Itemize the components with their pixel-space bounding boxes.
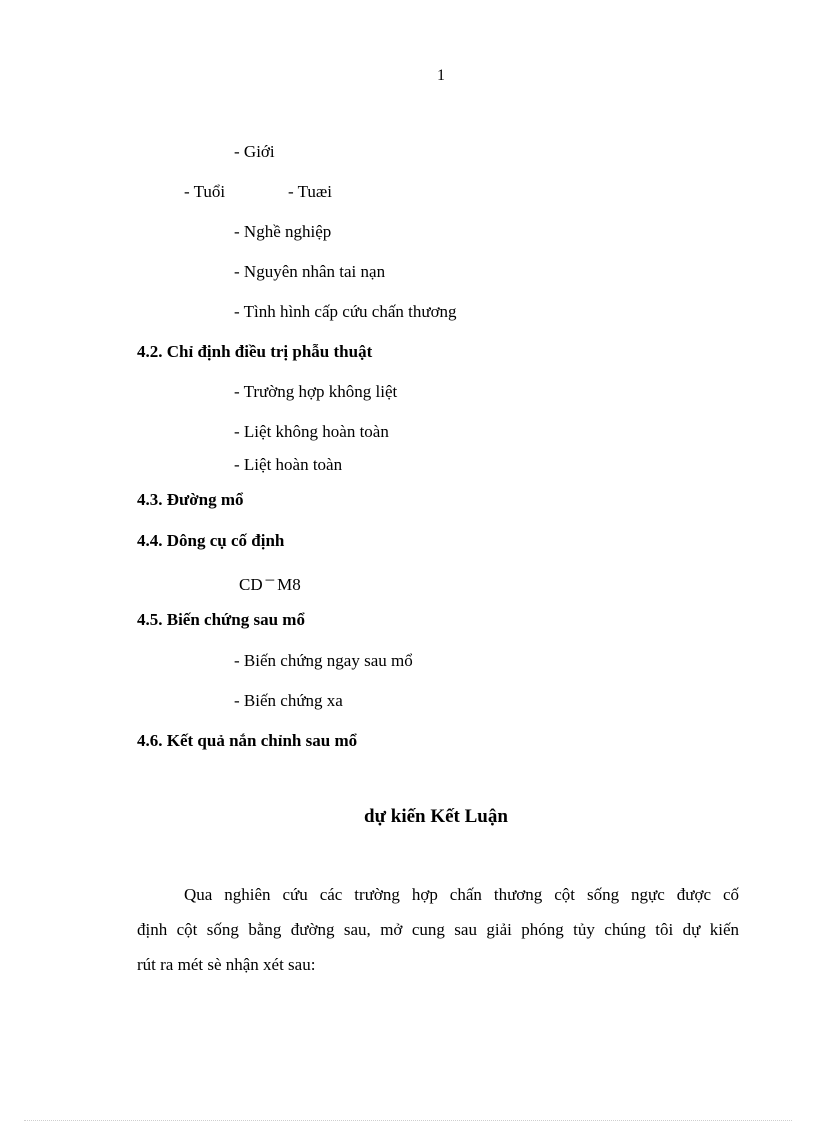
list-item-complete-paralysis: - Liệt hoàn toàn (234, 455, 343, 474)
conclusion-title: dự kiến Kết Luận (364, 806, 508, 827)
list-item-accident-cause: - Nguyên nhân tai nạn (234, 262, 386, 281)
section-heading-4-5: 4.5. Biến chứng sau mổ (137, 610, 305, 629)
page-bottom-divider (24, 1120, 792, 1121)
device-code-right: M8 (277, 575, 301, 594)
list-item-gender: - Giới (234, 142, 275, 161)
conclusion-paragraph-line-2: định cột sống bằng đường sau, mở cung sau giải phóng tủy chúng tôi dự kiến (137, 920, 739, 939)
list-item-age: - Tuổi (184, 182, 226, 201)
device-dash: – (265, 569, 275, 588)
list-item-early-complication: - Biến chứng ngay sau mổ (234, 651, 413, 670)
device-code-left: CD (239, 575, 263, 594)
section-heading-4-4: 4.4. Dông cụ cố định (137, 531, 285, 550)
list-item-age-garbled: - Tuæi (288, 182, 332, 201)
section-heading-4-2: 4.2. Chỉ định điều trị phẫu thuật (137, 342, 373, 361)
conclusion-paragraph-line-3: rút ra mét sè nhận xét sau: (137, 955, 316, 974)
section-heading-4-3: 4.3. Đường mổ (137, 490, 244, 509)
list-item-partial-paralysis: - Liệt không hoàn toàn (234, 422, 389, 441)
list-item-late-complication: - Biến chứng xa (234, 691, 343, 710)
list-item-occupation: - Nghề nghiệp (234, 222, 332, 241)
conclusion-paragraph-line-1: Qua nghiên cứu các trường hợp chấn thương cột sống ngực được cố (184, 885, 739, 904)
fixation-device-label (239, 569, 301, 595)
page-number: 1 (437, 67, 445, 84)
list-item-no-paralysis: - Trường hợp không liệt (234, 382, 398, 401)
section-heading-4-6: 4.6. Kết quả nắn chỉnh sau mổ (137, 731, 358, 750)
list-item-emergency-status: - Tình hình cấp cứu chấn thương (234, 302, 457, 321)
